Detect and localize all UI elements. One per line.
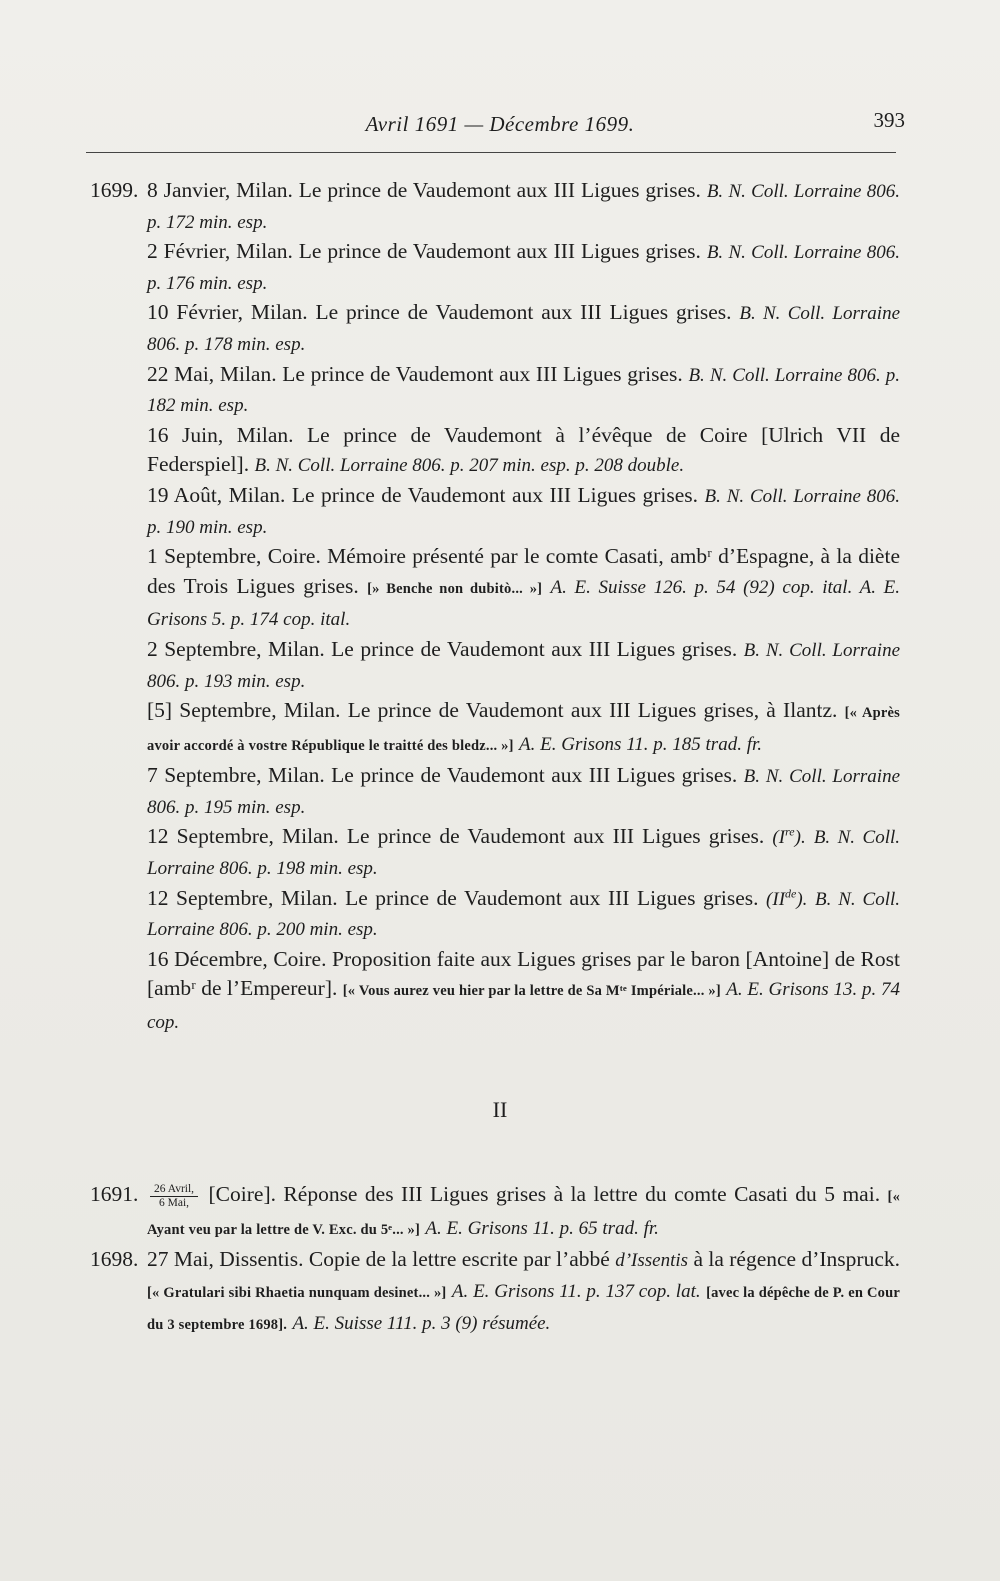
- entry-text-italic: d’Issentis: [615, 1250, 689, 1272]
- entry-incipit: [» Benche non dubitò... »]: [367, 580, 543, 597]
- entry-citation: A. E. Grisons 11. p. 185 trad. fr.: [519, 733, 763, 755]
- entry-1698: [90, 1245, 900, 1341]
- entry-incipit: [« Ayant veu par la lettre de V. Exc. du 5ᵉ... »]: [147, 1189, 901, 1238]
- entry-citation: B. N. Coll. Lorraine 806. p. 195 min. esp.: [147, 766, 901, 818]
- entry-incipit: [« Après avoir accordé à vostre République le traitté des bledz... »]: [147, 705, 900, 754]
- entry-text: [Coire]. Réponse des III Ligues grises à la lettre du comte Casati du 5 mai.: [208, 1182, 881, 1206]
- entry-citation: B. N. Coll. Lorraine 806. p. 172 min. esp.: [147, 181, 900, 233]
- entry-text: 12 Septembre, Milan. Le prince de Vaudemont aux III Ligues grises.: [147, 885, 759, 910]
- entry-item: [90, 542, 900, 635]
- entry-citation: B. N. Coll. Lorraine 806. p. 193 min. esp.: [147, 639, 901, 692]
- entry-text: 2 Février, Milan. Le prince de Vaudemont aux III Ligues grises.: [147, 239, 701, 264]
- page-number: 393: [873, 108, 905, 132]
- entry-year: 1699.: [90, 178, 139, 202]
- entry-note: [avec la dépêche de P. en Cour du 3 septembre 1698].: [147, 1284, 901, 1334]
- entry-item: [90, 176, 900, 237]
- ordinal-close: ).: [796, 888, 808, 910]
- entry-citation: B. N. Coll. Lorraine 806. p. 178 min. esp.: [147, 303, 901, 355]
- entry-incipit: [« Gratulari sibi Rhaetia nunquam desinet... »]: [147, 1284, 447, 1301]
- entry-ordinal: [766, 886, 808, 910]
- entry-text: 2 Septembre, Milan. Le prince de Vaudemont aux III Ligues grises.: [147, 636, 738, 661]
- ordinal-number: (I: [772, 827, 786, 849]
- date-fraction-numerator: 26 Avril,: [150, 1183, 198, 1197]
- entry-citation: A. E. Suisse 126. p. 54 (92) cop. ital. A. E. Grisons 5. p. 174 cop. ital.: [147, 576, 900, 631]
- entry-citation: A. E. Grisons 11. p. 65 trad. fr.: [425, 1217, 659, 1239]
- entry-text: 10 Février, Milan. Le prince de Vaudemont aux III Ligues grises.: [147, 300, 732, 325]
- entry-ordinal: [772, 827, 805, 848]
- entry-year: 1698.: [90, 1247, 139, 1272]
- entry-text: 16 Juin, Milan. Le prince de Vaudemont à l’évêque de Coire [Ulrich VII de Federspiel].: [147, 422, 900, 477]
- entry-item: [90, 884, 900, 945]
- entry-citation: A. E. Grisons 11. p. 137 cop. lat.: [451, 1280, 701, 1302]
- entry-item: [90, 421, 900, 481]
- entry-item: [90, 635, 900, 696]
- entry-text: 7 Septembre, Milan. Le prince de Vaudemont aux III Ligues grises.: [147, 763, 738, 788]
- running-head: [90, 108, 910, 142]
- entry-citation: B. N. Coll. Lorraine 806. p. 190 min. esp.: [147, 485, 901, 538]
- header-rule: [86, 152, 896, 153]
- section-heading: II: [492, 1097, 508, 1122]
- entry-year: 1691.: [90, 1182, 139, 1206]
- entry-item: [90, 481, 900, 542]
- entry-1691: [90, 1180, 900, 1245]
- ordinal-suffix: de: [785, 886, 797, 901]
- entry-citation: B. N. Coll. Lorraine 806. p. 200 min. esp.: [147, 888, 901, 941]
- entry-item: [90, 696, 900, 761]
- entry-citation: B. N. Coll. Lorraine 806. p. 182 min. esp.: [147, 364, 900, 417]
- date-fraction-denominator: 6 Mai,: [159, 1196, 190, 1209]
- entry-text: 8 Janvier, Milan. Le prince de Vaudemont aux III Ligues grises.: [147, 178, 701, 202]
- entry-text: 1 Septembre, Coire. Mémoire présenté par le comte Casati, ambʳ d’Espagne, à la diète des Trois Ligues grises.: [147, 544, 900, 598]
- entry-text: 27 Mai, Dissentis. Copie de la lettre escrite par l’abbé: [147, 1247, 610, 1272]
- entries-section-2: [90, 1180, 900, 1341]
- entry-item: [90, 761, 900, 822]
- entry-item: [90, 945, 900, 1038]
- entry-item: [90, 360, 900, 421]
- entry-item: [90, 822, 900, 883]
- entry-citation: B. N. Coll. Lorraine 806. p. 198 min. esp.: [147, 827, 901, 880]
- ordinal-suffix: re: [785, 825, 795, 840]
- entry-citation: B. N. Coll. Lorraine 806. p. 176 min. esp.: [147, 242, 900, 294]
- entry-citation: A. E. Grisons 13. p. 74 cop.: [147, 979, 901, 1034]
- entry-text: 16 Décembre, Coire. Proposition faite aux Ligues grises par le baron [Antoine] de Rost [ambʳ de l’Empereur].: [147, 946, 900, 1001]
- running-title: Avril 1691 — Décembre 1699.: [365, 112, 635, 136]
- entry-text-end: à la régence d’Inspruck.: [693, 1247, 901, 1272]
- entry-text: 19 Août, Milan. Le prince de Vaudemont aux III Ligues grises.: [147, 482, 699, 507]
- entry-text: [5] Septembre, Milan. Le prince de Vaudemont aux III Ligues grises, à Ilantz.: [147, 698, 838, 723]
- entry-citation-2: A. E. Suisse 111. p. 3 (9) résumée.: [292, 1313, 551, 1335]
- entry-incipit: [« Vous aurez veu hier par la lettre de Sa Mᵗᵉ Impériale... »]: [342, 983, 721, 1000]
- entry-item: [90, 298, 900, 359]
- ordinal-close: ).: [794, 827, 806, 849]
- entry-text: 22 Mai, Milan. Le prince de Vaudemont aux III Ligues grises.: [147, 361, 683, 386]
- ordinal-number: (II: [766, 888, 786, 910]
- entries-section-1: [90, 176, 900, 1038]
- entry-citation: B. N. Coll. Lorraine 806. p. 207 min. esp. p. 208 double.: [254, 455, 685, 477]
- date-fraction: [150, 1183, 198, 1210]
- entry-text: 12 Septembre, Milan. Le prince de Vaudemont aux III Ligues grises.: [147, 824, 765, 849]
- entry-item: [90, 237, 900, 298]
